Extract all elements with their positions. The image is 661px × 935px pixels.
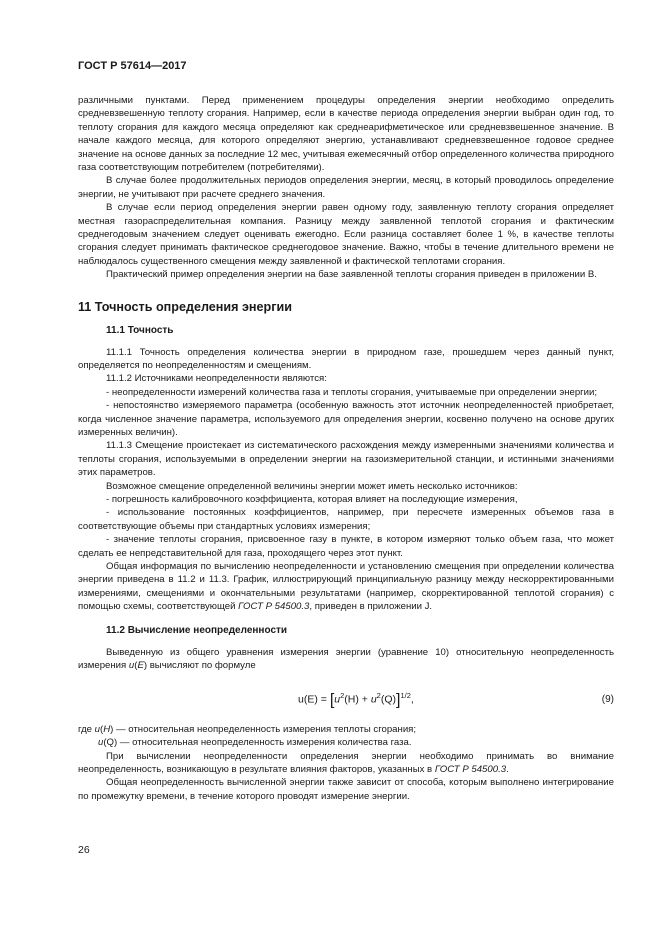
text: — относительная неопределенность измерения теплоты сгорания; — [113, 723, 417, 735]
formula-exponent: 2 — [340, 690, 345, 700]
paragraph: различными пунктами. Перед применением процедуры определения энергии необходимо определить средневзвешенную теплоту сгорания. Например, если в качестве периода определения энергии выбран один год, то теплоту сгорания для каждого месяца определяют как среднеарифметическое или средневзвешенное значение. В начале каждого месяца, для которого определяют энергию, устанавливают средневзвешенное годовое среднее значение на основе данных за последние 12 мес, учитывая ежемесячный отбор определенного количества природного газа соответствующим потребителем (потребителями). — [78, 95, 614, 174]
paragraph — [78, 560, 614, 614]
paragraph: 11.1.1 Точность определения количества энергии в природном газе, прошедшем через данный пункт, определяется по неопределенностям и смещениям. — [78, 346, 614, 371]
text: — относительная неопределенность измерения количества газа. — [117, 737, 412, 749]
page-number: 26 — [78, 844, 90, 856]
variable: u — [98, 737, 104, 749]
list-item: - использование постоянных коэффициентов, например, при пересчете измеренных объемов газа в соответствующие объемы при стандартных условиях измерения; — [78, 507, 614, 532]
standard-reference: ГОСТ Р 54500.3 — [238, 601, 310, 613]
text: Общая информация по вычислению неопределенности и установлению смещения при определении количества энергии приведена в 11.2 и 11.3. График, иллюстрирующий принципиальную разницу между нескорректированными измерениями, смещениями и окончательными результатами (например, скорректированной теплотой сгорания) с помощью схемы, соответствующей — [78, 561, 614, 613]
bracket-close: ] — [396, 691, 401, 709]
paragraph: В случае если период определения энергии равен одному году, заявленную теплоту сгорания определяет местная газораспределительная компания. Разницу между заявленной теплотой сгорания и фактическим среднегодовым значением следует оценивать ежегодно. Если разница составляет более 1 %, в качестве теплоты сгорания следует принимать фактическое среднегодовое значение. Важно, чтобы в течение длительного времени не наблюдалось существенного смещения между заявленной и фактической теплотами сгорания. — [78, 202, 614, 267]
paragraph: Практический пример определения энергии на базе заявленной теплоты сгорания приведен в приложении В. — [106, 269, 597, 281]
document-header: ГОСТ Р 57614—2017 — [78, 60, 187, 72]
text: вычисляют по формуле — [147, 660, 256, 672]
text: , приведен в приложении J. — [309, 601, 433, 613]
formula-arg: (H) — [344, 693, 359, 706]
page-content — [78, 94, 614, 803]
paragraph: 11.1.2 Источниками неопределенности являются: — [106, 373, 327, 385]
subsection-heading: 11.1 Точность — [106, 325, 174, 337]
formula-term: u — [370, 693, 377, 706]
bracket-open: [ — [329, 691, 335, 709]
definition: где u(H) — относительная неопределенность измерения теплоты сгорания; — [78, 723, 417, 735]
text: где — [78, 723, 95, 735]
formula — [298, 689, 414, 707]
variable: u — [128, 660, 135, 672]
list-item: - неопределенности измерений количества газа и теплоты сгорания, учитываемые при определении энергии; — [106, 386, 598, 398]
definition: u(Q) — относительная неопределенность измерения количества газа. — [98, 737, 412, 749]
variable-arg: H — [103, 723, 111, 735]
equation-number: (9) — [601, 693, 614, 705]
text: При вычислении неопределенности определения энергии необходимо принимать во внимание неопределенность, возникающую в результате влияния факторов, указанных в — [78, 750, 614, 776]
text: . — [506, 764, 509, 776]
variable-arg: E — [137, 660, 144, 672]
formula-trailing: , — [410, 693, 414, 706]
paragraph: В случае более продолжительных периодов определения энергии, месяц, в который проводилось определение энергии, не учитывают при расчете среднего значения. — [78, 175, 614, 200]
text: Выведенную из общего уравнения измерения энергии (уравнение 10) относительную неопределенность измерения — [78, 647, 614, 672]
list-item: - непостоянство измеряемого параметра (особенную важность этот источник неопределенностей приобретает, когда численное значение параметра, используемого для определения энергии, косвенно получено на основе других измеренных величин). — [78, 400, 614, 438]
paragraph — [78, 750, 614, 777]
formula-arg: (Q) — [380, 693, 397, 706]
paragraph: 11.1.3 Смещение проистекает из систематического расхождения между измеренными значениями количества и теплоты сгорания, используемыми в определении энергии на газоизмерительной станции, и истинными значениями этих параметров. — [78, 440, 614, 479]
formula-operator: + — [358, 693, 371, 706]
section-heading: 11 Точность определения энергии — [78, 299, 292, 314]
paragraph: Выведенную из общего уравнения измерения энергии (уравнение 10) относительную неопределенность измерения u(E) вычисляют по формуле — [78, 647, 614, 672]
standard-reference: ГОСТ Р 54500.3 — [434, 764, 507, 776]
paragraph: Общая неопределенность вычисленной энергии также зависит от способа, которым выполнено интегрирование по промежутку времени, в течение которого проводят измерение энергии. — [78, 777, 614, 802]
paragraph: Возможное смещение определенной величины энергии может иметь несколько источников: — [106, 480, 518, 492]
formula-term: u — [334, 693, 341, 706]
formula-block — [78, 679, 614, 719]
list-item: - погрешность калибровочного коэффициента, которая влияет на последующие измерения, — [106, 493, 518, 505]
formula-lhs: u(E) = — [298, 693, 330, 706]
variable-arg: Q — [106, 737, 115, 749]
subsection-heading: 11.2 Вычисление неопределенности — [106, 624, 288, 636]
variable: u — [94, 723, 101, 735]
formula-power: 1/2 — [400, 690, 411, 700]
list-item: - значение теплоты сгорания, присвоенное газу в пункте, в котором измеряют только объем газа, что может сделать ее непредставительной для газа, проходящего через этот пункт. — [78, 534, 614, 559]
formula-exponent: 2 — [376, 690, 381, 700]
